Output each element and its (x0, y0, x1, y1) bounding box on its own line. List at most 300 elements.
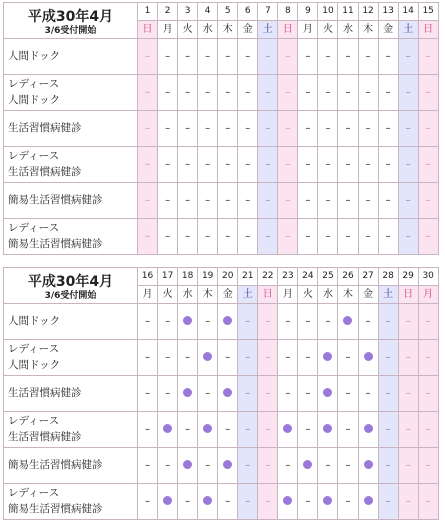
unavailable-dash-icon: – (205, 459, 211, 471)
slot-unavailable (318, 147, 338, 183)
slot-unavailable (158, 340, 178, 376)
slot-unavailable (138, 376, 158, 412)
slot-unavailable (358, 39, 378, 75)
slot-unavailable (158, 183, 178, 219)
unavailable-dash-icon: – (405, 50, 411, 62)
day-number: 29 (398, 268, 418, 286)
slot-unavailable (318, 448, 338, 484)
available-dot-icon[interactable] (364, 460, 373, 469)
slot-unavailable (378, 448, 398, 484)
slot-unavailable (378, 412, 398, 448)
unavailable-dash-icon: – (305, 495, 311, 507)
weekday-label: 土 (258, 21, 278, 39)
slot-available[interactable] (358, 448, 378, 484)
unavailable-dash-icon: – (165, 230, 171, 242)
day-number: 1 (138, 3, 158, 21)
unavailable-dash-icon: – (265, 387, 271, 399)
unavailable-dash-icon: – (325, 459, 331, 471)
slot-unavailable (138, 340, 158, 376)
slot-available[interactable] (178, 376, 198, 412)
slot-unavailable (278, 183, 298, 219)
day-number: 28 (378, 268, 398, 286)
slot-unavailable (258, 147, 278, 183)
slot-unavailable (398, 376, 418, 412)
course-row (4, 412, 439, 448)
slot-unavailable (358, 376, 378, 412)
unavailable-dash-icon: – (405, 230, 411, 242)
unavailable-dash-icon: – (185, 230, 191, 242)
available-dot-icon[interactable] (343, 316, 352, 325)
unavailable-dash-icon: – (325, 230, 331, 242)
unavailable-dash-icon: – (345, 495, 351, 507)
unavailable-dash-icon: – (365, 86, 371, 98)
slot-unavailable (218, 412, 238, 448)
slot-available[interactable] (298, 448, 318, 484)
unavailable-dash-icon: – (385, 315, 391, 327)
slot-available[interactable] (178, 304, 198, 340)
unavailable-dash-icon: – (185, 423, 191, 435)
weekday-label: 水 (318, 286, 338, 304)
slot-unavailable (418, 183, 438, 219)
unavailable-dash-icon: – (205, 387, 211, 399)
slot-available[interactable] (318, 484, 338, 520)
slot-unavailable (218, 147, 238, 183)
unavailable-dash-icon: – (225, 158, 231, 170)
course-name-line: 簡易生活習慣病健診 (8, 458, 103, 471)
available-dot-icon[interactable] (183, 316, 192, 325)
available-dot-icon[interactable] (223, 460, 232, 469)
slot-unavailable (178, 39, 198, 75)
slot-available[interactable] (218, 448, 238, 484)
unavailable-dash-icon: – (305, 387, 311, 399)
slot-unavailable (358, 219, 378, 255)
weekday-label: 木 (198, 286, 218, 304)
weekday-label: 日 (278, 21, 298, 39)
unavailable-dash-icon: – (425, 158, 431, 170)
slot-unavailable (298, 39, 318, 75)
available-dot-icon[interactable] (203, 496, 212, 505)
calendar-april-first-half (3, 2, 438, 255)
slot-unavailable (298, 75, 318, 111)
available-dot-icon[interactable] (203, 424, 212, 433)
slot-unavailable (238, 75, 258, 111)
slot-unavailable (258, 219, 278, 255)
unavailable-dash-icon: – (325, 122, 331, 134)
unavailable-dash-icon: – (385, 351, 391, 363)
unavailable-dash-icon: – (185, 495, 191, 507)
unavailable-dash-icon: – (345, 158, 351, 170)
slot-available[interactable] (178, 448, 198, 484)
day-number: 4 (198, 3, 218, 21)
unavailable-dash-icon: – (205, 315, 211, 327)
unavailable-dash-icon: – (285, 230, 291, 242)
slot-unavailable (338, 484, 358, 520)
unavailable-dash-icon: – (245, 315, 251, 327)
slot-unavailable (358, 304, 378, 340)
slot-available[interactable] (158, 484, 178, 520)
slot-unavailable (198, 111, 218, 147)
slot-available[interactable] (358, 484, 378, 520)
slot-unavailable (158, 147, 178, 183)
available-dot-icon[interactable] (364, 424, 373, 433)
slot-unavailable (198, 39, 218, 75)
slot-available[interactable] (318, 340, 338, 376)
unavailable-dash-icon: – (145, 86, 151, 98)
unavailable-dash-icon: – (145, 423, 151, 435)
slot-available[interactable] (338, 304, 358, 340)
available-dot-icon[interactable] (203, 352, 212, 361)
unavailable-dash-icon: – (365, 387, 371, 399)
slot-unavailable (398, 340, 418, 376)
slot-unavailable (358, 183, 378, 219)
unavailable-dash-icon: – (225, 194, 231, 206)
calendar-april-second-half (3, 267, 438, 520)
slot-unavailable (298, 412, 318, 448)
slot-unavailable (138, 412, 158, 448)
available-dot-icon[interactable] (163, 496, 172, 505)
available-dot-icon[interactable] (223, 388, 232, 397)
slot-unavailable (218, 39, 238, 75)
available-dot-icon[interactable] (163, 424, 172, 433)
slot-unavailable (218, 484, 238, 520)
day-number: 22 (258, 268, 278, 286)
month-title: 平成30年4月 (27, 8, 114, 25)
slot-unavailable (138, 304, 158, 340)
unavailable-dash-icon: – (425, 315, 431, 327)
unavailable-dash-icon: – (185, 158, 191, 170)
weekday-label: 水 (178, 286, 198, 304)
unavailable-dash-icon: – (325, 158, 331, 170)
slot-available[interactable] (198, 340, 218, 376)
course-name (4, 484, 138, 520)
unavailable-dash-icon: – (425, 459, 431, 471)
unavailable-dash-icon: – (145, 50, 151, 62)
slot-unavailable (178, 147, 198, 183)
unavailable-dash-icon: – (345, 230, 351, 242)
slot-unavailable (298, 147, 318, 183)
unavailable-dash-icon: – (265, 158, 271, 170)
slot-unavailable (258, 183, 278, 219)
unavailable-dash-icon: – (345, 459, 351, 471)
unavailable-dash-icon: – (245, 230, 251, 242)
slot-unavailable (298, 183, 318, 219)
unavailable-dash-icon: – (165, 351, 171, 363)
weekday-label: 火 (158, 286, 178, 304)
unavailable-dash-icon: – (365, 50, 371, 62)
slot-available[interactable] (318, 412, 338, 448)
slot-unavailable (278, 75, 298, 111)
slot-unavailable (418, 376, 438, 412)
slot-unavailable (138, 75, 158, 111)
unavailable-dash-icon: – (205, 158, 211, 170)
slot-unavailable (138, 183, 158, 219)
unavailable-dash-icon: – (265, 86, 271, 98)
day-number: 10 (318, 3, 338, 21)
slot-available[interactable] (358, 340, 378, 376)
course-name-line: 簡易生活習慣病健診 (8, 193, 103, 206)
unavailable-dash-icon: – (325, 315, 331, 327)
unavailable-dash-icon: – (265, 194, 271, 206)
unavailable-dash-icon: – (305, 351, 311, 363)
slot-unavailable (338, 340, 358, 376)
unavailable-dash-icon: – (245, 387, 251, 399)
slot-unavailable (138, 111, 158, 147)
slot-unavailable (358, 147, 378, 183)
slot-unavailable (258, 111, 278, 147)
slot-unavailable (278, 340, 298, 376)
unavailable-dash-icon: – (245, 86, 251, 98)
unavailable-dash-icon: – (405, 495, 411, 507)
slot-available[interactable] (218, 304, 238, 340)
slot-unavailable (398, 183, 418, 219)
course-row (4, 219, 439, 255)
slot-available[interactable] (278, 484, 298, 520)
slot-unavailable (178, 412, 198, 448)
available-dot-icon[interactable] (323, 352, 332, 361)
slot-unavailable (378, 147, 398, 183)
weekday-label: 土 (378, 286, 398, 304)
slot-unavailable (358, 75, 378, 111)
unavailable-dash-icon: – (305, 315, 311, 327)
unavailable-dash-icon: – (405, 423, 411, 435)
slot-unavailable (378, 183, 398, 219)
slot-unavailable (278, 219, 298, 255)
course-row (4, 183, 439, 219)
slot-unavailable (378, 376, 398, 412)
unavailable-dash-icon: – (285, 351, 291, 363)
slot-unavailable (338, 219, 358, 255)
unavailable-dash-icon: – (145, 459, 151, 471)
weekday-label: 水 (338, 21, 358, 39)
slot-unavailable (218, 183, 238, 219)
available-dot-icon[interactable] (364, 496, 373, 505)
reception-start: 3/6受付開始 (44, 290, 97, 301)
unavailable-dash-icon: – (265, 423, 271, 435)
course-row (4, 304, 439, 340)
unavailable-dash-icon: – (285, 459, 291, 471)
unavailable-dash-icon: – (205, 230, 211, 242)
unavailable-dash-icon: – (165, 50, 171, 62)
unavailable-dash-icon: – (405, 86, 411, 98)
unavailable-dash-icon: – (225, 495, 231, 507)
unavailable-dash-icon: – (185, 194, 191, 206)
slot-unavailable (178, 340, 198, 376)
weekday-label: 月 (278, 286, 298, 304)
slot-available[interactable] (358, 412, 378, 448)
day-number: 21 (238, 268, 258, 286)
slot-unavailable (398, 304, 418, 340)
course-name (4, 448, 138, 484)
slot-unavailable (258, 448, 278, 484)
unavailable-dash-icon: – (245, 459, 251, 471)
unavailable-dash-icon: – (285, 158, 291, 170)
slot-unavailable (378, 219, 398, 255)
unavailable-dash-icon: – (225, 351, 231, 363)
slot-unavailable (298, 376, 318, 412)
slot-available[interactable] (198, 484, 218, 520)
unavailable-dash-icon: – (325, 50, 331, 62)
weekday-label: 木 (358, 21, 378, 39)
reservation-table (3, 2, 439, 255)
available-dot-icon[interactable] (283, 496, 292, 505)
unavailable-dash-icon: – (425, 194, 431, 206)
course-name-line: 生活習慣病健診 (8, 165, 82, 178)
slot-unavailable (398, 219, 418, 255)
slot-available[interactable] (278, 412, 298, 448)
slot-unavailable (298, 340, 318, 376)
slot-unavailable (258, 484, 278, 520)
day-number: 26 (338, 268, 358, 286)
unavailable-dash-icon: – (425, 423, 431, 435)
slot-unavailable (338, 39, 358, 75)
unavailable-dash-icon: – (225, 423, 231, 435)
slot-unavailable (238, 39, 258, 75)
slot-unavailable (418, 448, 438, 484)
slot-unavailable (318, 219, 338, 255)
unavailable-dash-icon: – (305, 423, 311, 435)
day-number: 17 (158, 268, 178, 286)
available-dot-icon[interactable] (364, 352, 373, 361)
slot-unavailable (158, 304, 178, 340)
day-number: 18 (178, 268, 198, 286)
weekday-label: 月 (298, 21, 318, 39)
unavailable-dash-icon: – (385, 50, 391, 62)
unavailable-dash-icon: – (165, 158, 171, 170)
unavailable-dash-icon: – (145, 351, 151, 363)
course-name-line: レディース (8, 487, 60, 500)
unavailable-dash-icon: – (165, 315, 171, 327)
available-dot-icon[interactable] (223, 316, 232, 325)
month-header (4, 3, 138, 39)
course-row (4, 111, 439, 147)
unavailable-dash-icon: – (245, 50, 251, 62)
slot-unavailable (158, 448, 178, 484)
slot-unavailable (138, 484, 158, 520)
unavailable-dash-icon: – (365, 158, 371, 170)
slot-unavailable (378, 111, 398, 147)
unavailable-dash-icon: – (385, 495, 391, 507)
unavailable-dash-icon: – (245, 122, 251, 134)
slot-unavailable (338, 376, 358, 412)
slot-unavailable (238, 147, 258, 183)
slot-unavailable (238, 219, 258, 255)
reception-start: 3/6受付開始 (44, 25, 97, 36)
course-name-line: 生活習慣病健診 (8, 430, 82, 443)
slot-unavailable (418, 484, 438, 520)
weekday-label: 土 (238, 286, 258, 304)
available-dot-icon[interactable] (323, 388, 332, 397)
unavailable-dash-icon: – (205, 50, 211, 62)
unavailable-dash-icon: – (285, 315, 291, 327)
slot-unavailable (398, 484, 418, 520)
slot-unavailable (298, 219, 318, 255)
available-dot-icon[interactable] (183, 460, 192, 469)
slot-unavailable (258, 376, 278, 412)
course-name (4, 183, 138, 219)
unavailable-dash-icon: – (225, 50, 231, 62)
day-number: 7 (258, 3, 278, 21)
available-dot-icon[interactable] (323, 496, 332, 505)
day-number: 30 (418, 268, 438, 286)
course-name-line: 生活習慣病健診 (8, 386, 82, 399)
unavailable-dash-icon: – (145, 315, 151, 327)
unavailable-dash-icon: – (285, 122, 291, 134)
unavailable-dash-icon: – (145, 387, 151, 399)
course-name-line: 簡易生活習慣病健診 (8, 502, 103, 515)
slot-unavailable (258, 75, 278, 111)
slot-available[interactable] (158, 412, 178, 448)
slot-unavailable (378, 340, 398, 376)
day-number: 12 (358, 3, 378, 21)
slot-unavailable (398, 111, 418, 147)
day-number: 11 (338, 3, 358, 21)
slot-unavailable (178, 75, 198, 111)
slot-unavailable (418, 304, 438, 340)
slot-unavailable (278, 376, 298, 412)
slot-available[interactable] (218, 376, 238, 412)
unavailable-dash-icon: – (405, 459, 411, 471)
slot-available[interactable] (318, 376, 338, 412)
course-name-line: 人間ドック (8, 49, 61, 62)
slot-unavailable (398, 448, 418, 484)
slot-unavailable (418, 147, 438, 183)
slot-unavailable (318, 111, 338, 147)
slot-available[interactable] (198, 412, 218, 448)
course-row (4, 75, 439, 111)
unavailable-dash-icon: – (305, 194, 311, 206)
unavailable-dash-icon: – (225, 122, 231, 134)
slot-unavailable (158, 75, 178, 111)
slot-unavailable (398, 412, 418, 448)
unavailable-dash-icon: – (385, 86, 391, 98)
unavailable-dash-icon: – (285, 50, 291, 62)
course-name-line: レディース (8, 343, 60, 356)
unavailable-dash-icon: – (245, 423, 251, 435)
slot-unavailable (318, 39, 338, 75)
slot-unavailable (418, 412, 438, 448)
slot-unavailable (198, 75, 218, 111)
unavailable-dash-icon: – (145, 495, 151, 507)
slot-unavailable (218, 75, 238, 111)
slot-unavailable (278, 448, 298, 484)
weekday-label: 月 (138, 286, 158, 304)
available-dot-icon[interactable] (283, 424, 292, 433)
slot-unavailable (418, 340, 438, 376)
slot-unavailable (338, 183, 358, 219)
available-dot-icon[interactable] (183, 388, 192, 397)
day-number: 15 (418, 3, 438, 21)
unavailable-dash-icon: – (265, 459, 271, 471)
unavailable-dash-icon: – (425, 230, 431, 242)
unavailable-dash-icon: – (345, 351, 351, 363)
unavailable-dash-icon: – (225, 230, 231, 242)
unavailable-dash-icon: – (365, 315, 371, 327)
slot-unavailable (258, 340, 278, 376)
available-dot-icon[interactable] (323, 424, 332, 433)
unavailable-dash-icon: – (345, 86, 351, 98)
available-dot-icon[interactable] (303, 460, 312, 469)
slot-unavailable (398, 75, 418, 111)
unavailable-dash-icon: – (265, 495, 271, 507)
unavailable-dash-icon: – (265, 351, 271, 363)
slot-unavailable (318, 304, 338, 340)
slot-unavailable (418, 219, 438, 255)
unavailable-dash-icon: – (405, 194, 411, 206)
slot-unavailable (178, 219, 198, 255)
course-name (4, 147, 138, 183)
unavailable-dash-icon: – (385, 194, 391, 206)
unavailable-dash-icon: – (345, 194, 351, 206)
